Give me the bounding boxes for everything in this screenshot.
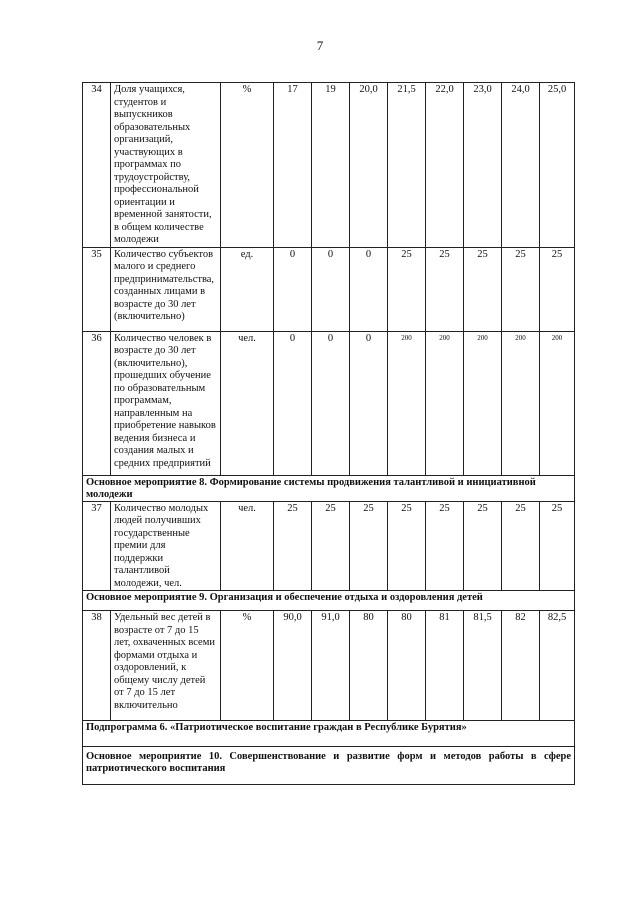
- value-cell: 0: [312, 331, 350, 475]
- value-cell: 25: [388, 247, 426, 331]
- value-cell: 25: [502, 247, 540, 331]
- table-row: [83, 83, 575, 248]
- value-cell: 91,0: [312, 611, 350, 721]
- value-cell: 25: [388, 501, 426, 591]
- value-cell: 80: [388, 611, 426, 721]
- value-cell: 0: [350, 331, 388, 475]
- section-row: [83, 591, 575, 611]
- unit-cell: ед.: [221, 247, 274, 331]
- value-cell: 200: [388, 331, 426, 475]
- value-cell: 81,5: [464, 611, 502, 721]
- unit-cell: %: [221, 83, 274, 248]
- value-cell: 21,5: [388, 83, 426, 248]
- section-row: [83, 721, 575, 747]
- row-number: 35: [83, 247, 111, 331]
- value-cell: 23,0: [464, 83, 502, 248]
- value-cell: 200: [540, 331, 575, 475]
- value-cell: 0: [274, 247, 312, 331]
- value-cell: 82: [502, 611, 540, 721]
- value-cell: 25: [426, 501, 464, 591]
- row-number: 37: [83, 501, 111, 591]
- value-cell: 200: [502, 331, 540, 475]
- indicator-name: Количество субъектов малого и среднего предпринимательства, созданных лицами в возрасте до 30 лет (включительно): [111, 247, 221, 331]
- unit-cell: чел.: [221, 331, 274, 475]
- subprogram-heading: Подпрограмма 6. «Патриотическое воспитание граждан в Республике Бурятия»: [83, 721, 575, 747]
- value-cell: 0: [312, 247, 350, 331]
- section-heading: Основное мероприятие 8. Формирование системы продвижения талантливой и инициативной молодежи: [83, 475, 575, 501]
- value-cell: 82,5: [540, 611, 575, 721]
- unit-cell: %: [221, 611, 274, 721]
- value-cell: 25: [464, 247, 502, 331]
- value-cell: 19: [312, 83, 350, 248]
- value-cell: 25: [274, 501, 312, 591]
- value-cell: 25: [426, 247, 464, 331]
- value-cell: 25: [464, 501, 502, 591]
- value-cell: 25: [540, 501, 575, 591]
- table-row: [83, 501, 575, 591]
- value-cell: 200: [464, 331, 502, 475]
- indicators-table: [82, 82, 575, 785]
- unit-cell: чел.: [221, 501, 274, 591]
- value-cell: 0: [274, 331, 312, 475]
- row-number: 38: [83, 611, 111, 721]
- value-cell: 25: [312, 501, 350, 591]
- value-cell: 24,0: [502, 83, 540, 248]
- section-row: [83, 747, 575, 785]
- value-cell: 80: [350, 611, 388, 721]
- table-row: [83, 247, 575, 331]
- section-row: [83, 475, 575, 501]
- value-cell: 90,0: [274, 611, 312, 721]
- value-cell: 81: [426, 611, 464, 721]
- table-row: [83, 611, 575, 721]
- indicator-name: Доля учащихся, студентов и выпускников образовательных организаций, участвующих в программах по трудоустройству, профессиональной ориентации и временной занятости, в общем количестве молодежи: [111, 83, 221, 248]
- value-cell: 22,0: [426, 83, 464, 248]
- value-cell: 200: [426, 331, 464, 475]
- value-cell: 25,0: [540, 83, 575, 248]
- indicator-name: Удельный вес детей в возрасте от 7 до 15 лет, охваченных всеми формами отдыха и оздоровлений, к общему числу детей от 7 до 15 лет включительно: [111, 611, 221, 721]
- value-cell: 25: [540, 247, 575, 331]
- row-number: 34: [83, 83, 111, 248]
- value-cell: 25: [502, 501, 540, 591]
- section-heading: Основное мероприятие 10. Совершенствование и развитие форм и методов работы в сфере патриотического воспитания: [83, 747, 575, 785]
- value-cell: 0: [350, 247, 388, 331]
- indicator-name: Количество молодых людей получивших государственные премии для поддержки талантливой молодежи, чел.: [111, 501, 221, 591]
- value-cell: 17: [274, 83, 312, 248]
- section-heading: Основное мероприятие 9. Организация и обеспечение отдыха и оздоровления детей: [83, 591, 575, 611]
- value-cell: 20,0: [350, 83, 388, 248]
- indicator-name: Количество человек в возрасте до 30 лет (включительно), прошедших обучение по образовательным программам, направленным на приобретение навыков ведения бизнеса и создания малых и средних предприятий: [111, 331, 221, 475]
- table-row: [83, 331, 575, 475]
- value-cell: 25: [350, 501, 388, 591]
- row-number: 36: [83, 331, 111, 475]
- page-number: 7: [316, 38, 324, 53]
